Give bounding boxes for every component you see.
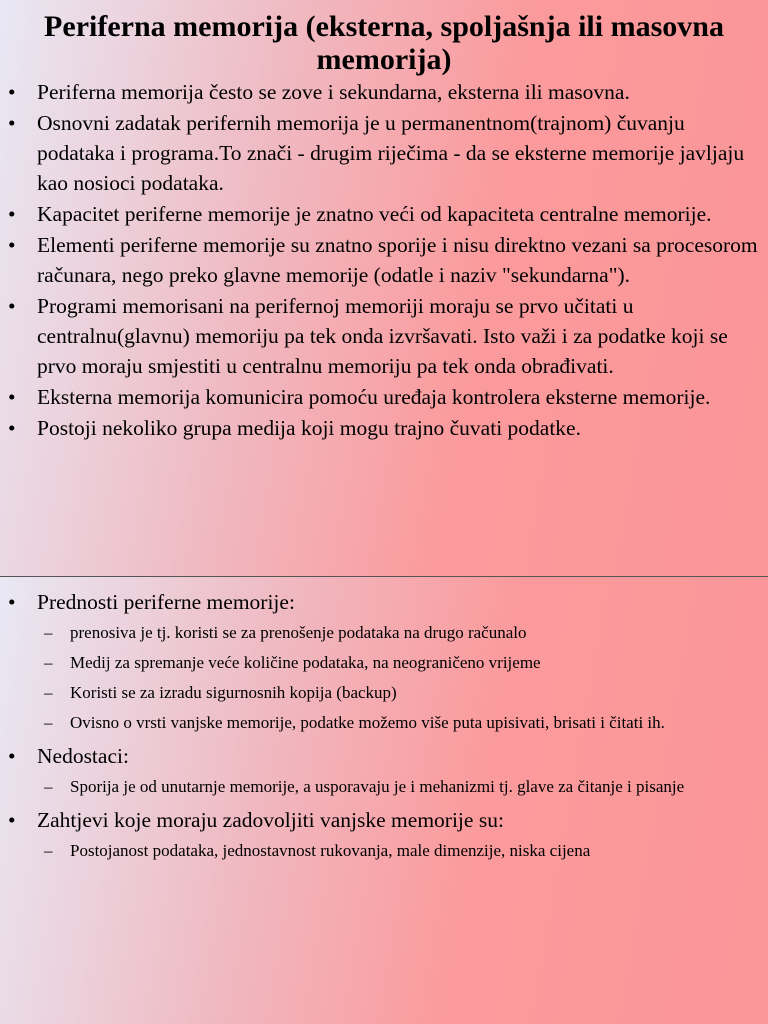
bullet-icon: • <box>8 744 16 768</box>
dash-icon: – <box>44 777 53 796</box>
bullet-icon: • <box>8 233 16 257</box>
bullet-text: Kapacitet periferne memorije je znatno veći od kapaciteta centralne memorije. <box>37 202 712 226</box>
section-advantages <box>0 587 768 617</box>
bullet-text: Programi memorisani na perifernoj memoriji moraju se prvo učitati u centralnu(glavnu) memoriju pa tek onda izvršavati. Isto važi i za podatke koji se prvo moraju smjestiti u centralnu memoriju pa tek onda obrađivati. <box>37 294 728 378</box>
bullet-icon: • <box>8 111 16 135</box>
dash-icon: – <box>44 623 53 642</box>
bullet-item <box>0 108 768 198</box>
sub-item-text: Koristi se za izradu sigurnosnih kopija (backup) <box>70 683 397 702</box>
sub-item <box>0 621 768 645</box>
bullet-icon: • <box>8 202 16 226</box>
section-disadvantages <box>0 741 768 771</box>
bullet-icon: • <box>8 590 16 614</box>
bullet-list <box>0 77 768 443</box>
bullet-icon: • <box>8 80 16 104</box>
sub-item-text: Ovisno o vrsti vanjske memorije, podatke možemo više puta upisivati, brisati i čitati ih. <box>70 713 665 732</box>
dash-icon: – <box>44 653 53 672</box>
sub-item <box>0 775 768 799</box>
bullet-text: Eksterna memorija komunicira pomoću uređaja kontrolera eksterne memorije. <box>37 385 711 409</box>
sub-list <box>0 839 768 863</box>
sub-item-text: prenosiva je tj. koristi se za prenošenje podataka na drugo računalo <box>70 623 527 642</box>
sub-item <box>0 651 768 675</box>
bullet-item <box>0 230 768 290</box>
section-heading: Zahtjevi koje moraju zadovoljiti vanjske memorije su: <box>37 808 504 832</box>
dash-icon: – <box>44 713 53 732</box>
bullet-icon: • <box>8 385 16 409</box>
bullet-item <box>0 199 768 229</box>
bullet-text: Postoji nekoliko grupa medija koji mogu trajno čuvati podatke. <box>37 416 581 440</box>
sub-item-text: Medij za spremanje veće količine podataka, na neograničeno vrijeme <box>70 653 541 672</box>
bullet-list <box>0 577 768 863</box>
bullet-item <box>0 291 768 381</box>
section-heading: Nedostaci: <box>37 744 129 768</box>
bullet-item <box>0 77 768 107</box>
sub-item-text: Sporija je od unutarnje memorije, a usporavaju je i mehanizmi tj. glave za čitanje i pisanje <box>70 777 685 796</box>
dash-icon: – <box>44 683 53 702</box>
sub-list-wrapper <box>0 621 768 735</box>
bullet-text: Elementi periferne memorije su znatno sporije i nisu direktno vezani sa procesorom računara, nego preko glavne memorije (odatle i naziv "sekundarna"). <box>37 233 758 287</box>
bullet-icon: • <box>8 808 16 832</box>
dash-icon: – <box>44 841 53 860</box>
bullet-icon: • <box>8 416 16 440</box>
sub-list-wrapper <box>0 839 768 863</box>
sub-item <box>0 839 768 863</box>
section-heading: Prednosti periferne memorije: <box>37 590 295 614</box>
bullet-icon: • <box>8 294 16 318</box>
sub-item-text: Postojanost podataka, jednostavnost rukovanja, male dimenzije, niska cijena <box>70 841 591 860</box>
sub-list <box>0 775 768 799</box>
sub-list-wrapper <box>0 775 768 799</box>
sub-item <box>0 711 768 735</box>
section-requirements <box>0 805 768 835</box>
sub-list <box>0 621 768 735</box>
slide-2 <box>0 577 768 1024</box>
sub-item <box>0 681 768 705</box>
bullet-item <box>0 413 768 443</box>
slide-title: Periferna memorija (eksterna, spoljašnja ili masovna memorija) <box>44 10 724 76</box>
bullet-item <box>0 382 768 412</box>
bullet-text: Periferna memorija često se zove i sekundarna, eksterna ili masovna. <box>37 80 630 104</box>
bullet-text: Osnovni zadatak perifernih memorija je u permanentnom(trajnom) čuvanju podataka i programa.To znači - drugim riječima - da se eksterne memorije javljaju kao nosioci podataka. <box>37 111 745 195</box>
